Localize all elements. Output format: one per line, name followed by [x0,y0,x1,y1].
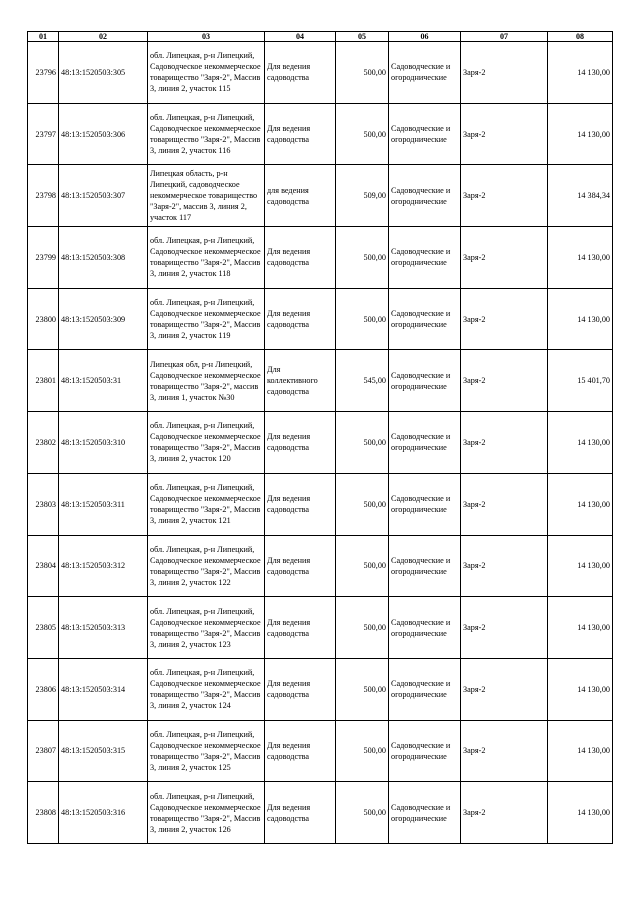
address-cell: обл. Липецкая, р-н Липецкий, Садоводческое некоммерческое товарищество "Заря-2", Массив 3, линия 2, участок 122 [148,535,265,597]
row-number-cell: 23798 [28,165,59,227]
permitted-use-cell: Для ведения садоводства [265,288,336,350]
table-row [28,165,613,227]
cadastral-number-cell: 48:13:1520503:307 [59,165,148,227]
cadastral-zone-cell: Заря-2 [461,597,548,659]
table-row [28,350,613,412]
land-category-cell: Садоводческие и огороднические [389,288,461,350]
column-header-01: 01 [28,32,59,42]
area-cell: 500,00 [336,103,389,165]
land-category-cell: Садоводческие и огороднические [389,473,461,535]
row-number-cell: 23799 [28,227,59,289]
permitted-use-cell: Для ведения садоводства [265,227,336,289]
area-cell: 545,00 [336,350,389,412]
cadastral-number-cell: 48:13:1520503:308 [59,227,148,289]
table-row [28,720,613,782]
permitted-use-cell: Для ведения садоводства [265,473,336,535]
table-row [28,535,613,597]
cadastral-number-cell: 48:13:1520503:315 [59,720,148,782]
cadastral-value-cell: 14 130,00 [548,227,613,289]
land-category-cell: Садоводческие и огороднические [389,720,461,782]
table-row [28,412,613,474]
address-cell: обл. Липецкая, р-н Липецкий, Садоводческое некоммерческое товарищество "Заря-2", Массив 3, линия 2, участок 125 [148,720,265,782]
permitted-use-cell: Для ведения садоводства [265,42,336,104]
column-header-05: 05 [336,32,389,42]
area-cell: 500,00 [336,535,389,597]
row-number-cell: 23797 [28,103,59,165]
cadastral-value-cell: 14 130,00 [548,720,613,782]
address-cell: Липецкая область, р-н Липецкий, садоводческое некоммерческое товарищество "Заря-2", массив 3, линия 2, участок 117 [148,165,265,227]
land-category-cell: Садоводческие и огороднические [389,350,461,412]
land-category-cell: Садоводческие и огороднические [389,227,461,289]
area-cell: 509,00 [336,165,389,227]
row-number-cell: 23807 [28,720,59,782]
cadastral-zone-cell: Заря-2 [461,42,548,104]
land-category-cell: Садоводческие и огороднические [389,103,461,165]
cadastral-zone-cell: Заря-2 [461,473,548,535]
permitted-use-cell: Для коллективного садоводства [265,350,336,412]
address-cell: Липецкая обл, р-н Липецкий, Садоводческое некоммерческое товарищество "Заря-2", массив 3, линия 1, участок №30 [148,350,265,412]
row-number-cell: 23804 [28,535,59,597]
cadastral-number-cell: 48:13:1520503:316 [59,782,148,844]
cadastral-number-cell: 48:13:1520503:31 [59,350,148,412]
row-number-cell: 23802 [28,412,59,474]
land-category-cell: Садоводческие и огороднические [389,42,461,104]
area-cell: 500,00 [336,720,389,782]
cadastral-zone-cell: Заря-2 [461,782,548,844]
address-cell: обл. Липецкая, р-н Липецкий, Садоводческое некоммерческое товарищество "Заря-2", Массив 3, линия 2, участок 116 [148,103,265,165]
cadastral-value-cell: 14 130,00 [548,782,613,844]
cadastral-zone-cell: Заря-2 [461,227,548,289]
cadastral-number-cell: 48:13:1520503:312 [59,535,148,597]
permitted-use-cell: Для ведения садоводства [265,103,336,165]
row-number-cell: 23800 [28,288,59,350]
land-category-cell: Садоводческие и огороднические [389,782,461,844]
area-cell: 500,00 [336,473,389,535]
address-cell: обл. Липецкая, р-н Липецкий, Садоводческое некоммерческое товарищество "Заря-2", Массив 3, линия 2, участок 120 [148,412,265,474]
cadastral-number-cell: 48:13:1520503:306 [59,103,148,165]
area-cell: 500,00 [336,227,389,289]
address-cell: обл. Липецкая, р-н Липецкий, Садоводческое некоммерческое товарищество "Заря-2", Массив 3, линия 2, участок 123 [148,597,265,659]
address-cell: обл. Липецкая, р-н Липецкий, Садоводческое некоммерческое товарищество "Заря-2", Массив 3, линия 2, участок 124 [148,658,265,720]
land-category-cell: Садоводческие и огороднические [389,597,461,659]
cadastral-value-cell: 14 130,00 [548,42,613,104]
table-row [28,103,613,165]
cadastral-zone-cell: Заря-2 [461,720,548,782]
column-header-08: 08 [548,32,613,42]
row-number-cell: 23803 [28,473,59,535]
permitted-use-cell: Для ведения садоводства [265,658,336,720]
cadastral-value-cell: 14 130,00 [548,597,613,659]
land-category-cell: Садоводческие и огороднические [389,658,461,720]
area-cell: 500,00 [336,597,389,659]
permitted-use-cell: Для ведения садоводства [265,412,336,474]
land-category-cell: Садоводческие и огороднические [389,165,461,227]
cadastral-value-cell: 14 130,00 [548,473,613,535]
cadastral-zone-cell: Заря-2 [461,412,548,474]
column-header-03: 03 [148,32,265,42]
permitted-use-cell: Для ведения садоводства [265,535,336,597]
area-cell: 500,00 [336,412,389,474]
table-row [28,288,613,350]
address-cell: обл. Липецкая, р-н Липецкий, Садоводческое некоммерческое товарищество "Заря-2", Массив 3, линия 2, участок 115 [148,42,265,104]
area-cell: 500,00 [336,782,389,844]
cadastral-number-cell: 48:13:1520503:310 [59,412,148,474]
table-row [28,658,613,720]
table-header-row [28,32,613,42]
column-header-04: 04 [265,32,336,42]
permitted-use-cell: Для ведения садоводства [265,782,336,844]
cadastral-zone-cell: Заря-2 [461,103,548,165]
cadastral-zone-cell: Заря-2 [461,288,548,350]
table-row [28,42,613,104]
table-row [28,782,613,844]
land-category-cell: Садоводческие и огороднические [389,535,461,597]
column-header-07: 07 [461,32,548,42]
cadastral-zone-cell: Заря-2 [461,165,548,227]
row-number-cell: 23806 [28,658,59,720]
area-cell: 500,00 [336,288,389,350]
cadastral-number-cell: 48:13:1520503:313 [59,597,148,659]
permitted-use-cell: Для ведения садоводства [265,720,336,782]
cadastral-value-cell: 14 130,00 [548,412,613,474]
row-number-cell: 23796 [28,42,59,104]
table-row [28,473,613,535]
cadastral-number-cell: 48:13:1520503:314 [59,658,148,720]
column-header-02: 02 [59,32,148,42]
cadastral-zone-cell: Заря-2 [461,350,548,412]
cadastral-number-cell: 48:13:1520503:309 [59,288,148,350]
permitted-use-cell: для ведения садоводства [265,165,336,227]
cadastral-value-cell: 15 401,70 [548,350,613,412]
cadastral-zone-cell: Заря-2 [461,658,548,720]
cadastral-number-cell: 48:13:1520503:311 [59,473,148,535]
address-cell: обл. Липецкая, р-н Липецкий, Садоводческое некоммерческое товарищество "Заря-2", Массив 3, линия 2, участок 119 [148,288,265,350]
cadastral-zone-cell: Заря-2 [461,535,548,597]
table-row [28,227,613,289]
cadastral-value-cell: 14 130,00 [548,288,613,350]
address-cell: обл. Липецкая, р-н Липецкий, Садоводческое некоммерческое товарищество "Заря-2", Массив 3, линия 2, участок 126 [148,782,265,844]
row-number-cell: 23808 [28,782,59,844]
area-cell: 500,00 [336,658,389,720]
column-header-06: 06 [389,32,461,42]
cadastral-value-cell: 14 130,00 [548,658,613,720]
cadastral-value-cell: 14 130,00 [548,535,613,597]
area-cell: 500,00 [336,42,389,104]
land-register-table [27,31,613,844]
table-row [28,597,613,659]
address-cell: обл. Липецкая, р-н Липецкий, Садоводческое некоммерческое товарищество "Заря-2", Массив 3, линия 2, участок 118 [148,227,265,289]
address-cell: обл. Липецкая, р-н Липецкий, Садоводческое некоммерческое товарищество "Заря-2", Массив 3, линия 2, участок 121 [148,473,265,535]
cadastral-number-cell: 48:13:1520503:305 [59,42,148,104]
cadastral-value-cell: 14 384,34 [548,165,613,227]
permitted-use-cell: Для ведения садоводства [265,597,336,659]
row-number-cell: 23801 [28,350,59,412]
cadastral-value-cell: 14 130,00 [548,103,613,165]
row-number-cell: 23805 [28,597,59,659]
land-category-cell: Садоводческие и огороднические [389,412,461,474]
